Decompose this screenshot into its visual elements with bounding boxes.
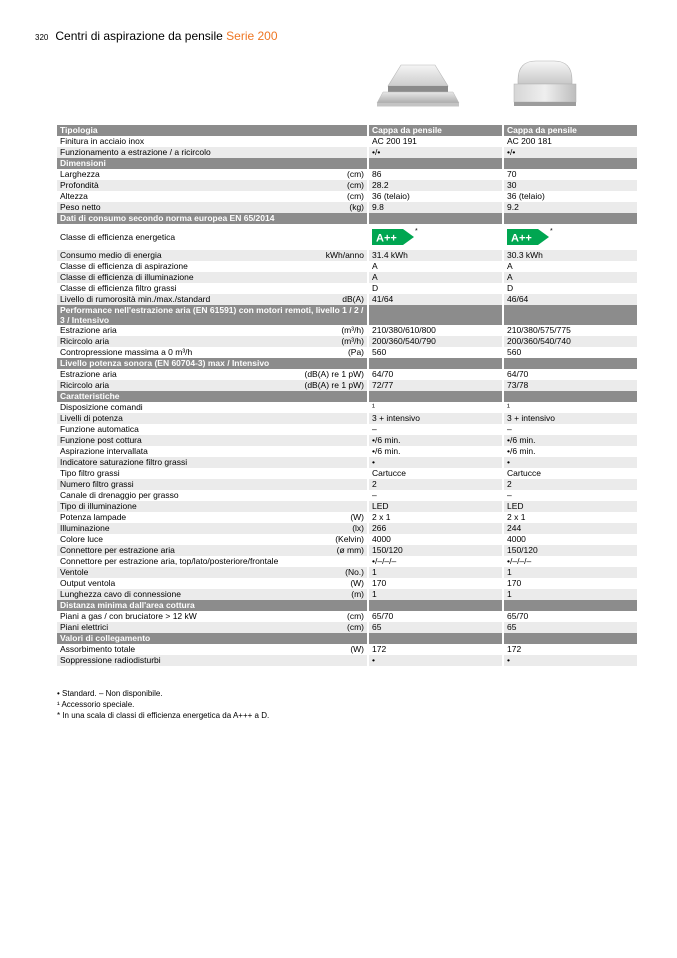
- hood-illustration-icon: [506, 58, 584, 112]
- spec-label: Contropressione massima a 0 m³/h: [60, 347, 193, 357]
- spec-unit: (m³/h): [341, 325, 364, 335]
- section-title-fill: [504, 600, 637, 611]
- spec-label-cell: [57, 644, 367, 655]
- section-title-fill: [369, 633, 502, 644]
- spec-value-col1: 36 (telaio): [369, 191, 502, 202]
- spec-value-col2: –: [504, 490, 637, 501]
- spec-table: [57, 125, 637, 666]
- spec-label-cell: [57, 611, 367, 622]
- spec-value-col1: 266: [369, 523, 502, 534]
- spec-value-col2: 30.3 kWh: [504, 250, 637, 261]
- spec-row: [57, 523, 637, 534]
- spec-value-col1: ¹: [369, 402, 502, 413]
- section-title-fill: [369, 358, 502, 369]
- spec-row: [57, 644, 637, 655]
- spec-label-cell: [57, 294, 367, 305]
- spec-row: [57, 294, 637, 305]
- spec-row: [57, 272, 637, 283]
- page-header: [35, 29, 278, 43]
- spec-label: Classe di efficienza di illuminazione: [60, 272, 194, 282]
- footnotes: [57, 688, 269, 721]
- spec-row: [57, 490, 637, 501]
- energy-class-text: A++: [511, 232, 532, 245]
- spec-label: Estrazione aria: [60, 369, 117, 379]
- spec-label-cell: [57, 402, 367, 413]
- energy-note-star: *: [550, 228, 553, 235]
- spec-value-col1: 72/77: [369, 380, 502, 391]
- section-title-fill: [504, 391, 637, 402]
- section-header-row: [57, 305, 637, 325]
- spec-value-col1: 210/380/610/800: [369, 325, 502, 336]
- page-title-text: Centri di aspirazione da pensile: [55, 29, 223, 43]
- spec-value-col1: •/–/–/–: [369, 556, 502, 567]
- spec-label: Ricircolo aria: [60, 380, 110, 390]
- spec-unit: (Kelvin): [335, 534, 364, 544]
- spec-label: Numero filtro grassi: [60, 479, 134, 489]
- spec-label-cell: [57, 261, 367, 272]
- spec-row: [57, 479, 637, 490]
- spec-row: [57, 446, 637, 457]
- footnote-line: ¹ Accessorio speciale.: [57, 700, 135, 709]
- spec-value-col1: 65: [369, 622, 502, 633]
- hood-illustration-icon: [376, 62, 460, 112]
- spec-label-cell: [57, 147, 367, 158]
- spec-label: Larghezza: [60, 169, 100, 179]
- spec-label-cell: [57, 446, 367, 457]
- spec-label: Livelli di potenza: [60, 413, 123, 423]
- spec-unit: dB(A): [342, 294, 364, 304]
- spec-label: Estrazione aria: [60, 325, 117, 335]
- spec-label: Funzione post cottura: [60, 435, 142, 445]
- spec-row: [57, 147, 637, 158]
- spec-label: Ventole: [60, 567, 89, 577]
- spec-label-cell: [57, 272, 367, 283]
- spec-value-col2: [504, 224, 637, 250]
- section-header-row: [57, 600, 637, 611]
- spec-value-col1: A: [369, 261, 502, 272]
- spec-row: [57, 224, 637, 250]
- spec-row: [57, 501, 637, 512]
- spec-label: Illuminazione: [60, 523, 110, 533]
- spec-unit: (dB(A) re 1 pW): [304, 369, 364, 379]
- spec-row: [57, 611, 637, 622]
- spec-label: Indicatore saturazione filtro grassi: [60, 457, 188, 467]
- spec-label: Profondità: [60, 180, 99, 190]
- spec-value-col2: ¹: [504, 402, 637, 413]
- spec-label: Soppressione radiodisturbi: [60, 655, 161, 665]
- spec-value-col1: 86: [369, 169, 502, 180]
- spec-value-col2: 2: [504, 479, 637, 490]
- spec-value-col1: –: [369, 424, 502, 435]
- section-title: Caratteristiche: [57, 391, 367, 402]
- section-title-fill: [504, 305, 637, 325]
- spec-value-col1: 2: [369, 479, 502, 490]
- spec-row: [57, 402, 637, 413]
- spec-label: Funzione automatica: [60, 424, 139, 434]
- spec-label: Consumo medio di energia: [60, 250, 162, 260]
- section-title-fill: [504, 213, 637, 224]
- spec-label: Potenza lampade: [60, 512, 127, 522]
- spec-value-col2: 1: [504, 567, 637, 578]
- spec-unit: (kg): [349, 202, 364, 212]
- spec-unit: (W): [350, 644, 364, 654]
- spec-value-col1: •/6 min.: [369, 435, 502, 446]
- spec-value-col1: D: [369, 283, 502, 294]
- spec-label-cell: [57, 435, 367, 446]
- spec-label-cell: [57, 369, 367, 380]
- spec-value-col1: Cartucce: [369, 468, 502, 479]
- spec-value-col2: 3 + intensivo: [504, 413, 637, 424]
- spec-value-col2: Cartucce: [504, 468, 637, 479]
- energy-class-badge: [372, 229, 414, 245]
- spec-row: [57, 180, 637, 191]
- spec-row: [57, 413, 637, 424]
- energy-class-text: A++: [376, 232, 397, 245]
- spec-value-col2: 170: [504, 578, 637, 589]
- spec-unit: (m³/h): [341, 336, 364, 346]
- spec-label-cell: [57, 191, 367, 202]
- spec-value-col2: •/–/–/–: [504, 556, 637, 567]
- spec-value-col1: •/6 min.: [369, 446, 502, 457]
- spec-value-col2: 36 (telaio): [504, 191, 637, 202]
- spec-label-cell: [57, 512, 367, 523]
- spec-value-col1: •: [369, 655, 502, 666]
- spec-row: [57, 261, 637, 272]
- spec-value-col2: 64/70: [504, 369, 637, 380]
- spec-value-col1: [369, 224, 502, 250]
- energy-arrow-icon: [372, 229, 414, 245]
- spec-value-col2: 30: [504, 180, 637, 191]
- spec-value-col2: A: [504, 272, 637, 283]
- spec-unit: (cm): [347, 180, 364, 190]
- spec-row: [57, 369, 637, 380]
- spec-label: Colore luce: [60, 534, 103, 544]
- spec-value-col1: LED: [369, 501, 502, 512]
- spec-label-cell: [57, 556, 367, 567]
- section-header-row: [57, 158, 637, 169]
- section-title: Livello potenza sonora (EN 60704-3) max / Intensivo: [57, 358, 367, 369]
- spec-label-cell: [57, 169, 367, 180]
- spec-value-col1: 172: [369, 644, 502, 655]
- spec-value-col2: 1: [504, 589, 637, 600]
- spec-label-cell: [57, 413, 367, 424]
- spec-value-col2: 150/120: [504, 545, 637, 556]
- spec-label-cell: [57, 136, 367, 147]
- spec-value-col1: 3 + intensivo: [369, 413, 502, 424]
- spec-row: [57, 283, 637, 294]
- spec-label: Connettore per estrazione aria: [60, 545, 175, 555]
- spec-label: Peso netto: [60, 202, 101, 212]
- spec-unit: (cm): [347, 611, 364, 621]
- section-title: Dimensioni: [57, 158, 367, 169]
- spec-label: Classe di efficienza di aspirazione: [60, 261, 188, 271]
- spec-value-col1: 170: [369, 578, 502, 589]
- spec-label-cell: [57, 380, 367, 391]
- spec-label-cell: [57, 224, 367, 250]
- spec-label-cell: [57, 202, 367, 213]
- spec-row: [57, 567, 637, 578]
- spec-label: Tipo di illuminazione: [60, 501, 137, 511]
- spec-value-col1: 31.4 kWh: [369, 250, 502, 261]
- section-header-row: [57, 213, 637, 224]
- spec-row: [57, 336, 637, 347]
- spec-label: Classe di efficienza filtro grassi: [60, 283, 177, 293]
- spec-value-col2: 4000: [504, 534, 637, 545]
- spec-row: [57, 136, 637, 147]
- spec-label: Assorbimento totale: [60, 644, 136, 654]
- spec-value-col2: 200/360/540/740: [504, 336, 637, 347]
- spec-row: [57, 435, 637, 446]
- spec-value-col1: 64/70: [369, 369, 502, 380]
- section-header-row: [57, 391, 637, 402]
- spec-label: Ricircolo aria: [60, 336, 110, 346]
- spec-row: [57, 424, 637, 435]
- table-header-product-2: Cappa da pensile: [504, 125, 637, 136]
- spec-label-cell: [57, 457, 367, 468]
- spec-label: Funzionamento a estrazione / a ricircolo: [60, 147, 211, 157]
- spec-label-cell: [57, 479, 367, 490]
- section-title-fill: [369, 391, 502, 402]
- spec-row: [57, 512, 637, 523]
- spec-unit: (W): [350, 512, 364, 522]
- product-image-right-hood: [506, 58, 584, 117]
- energy-note-star: *: [415, 228, 418, 235]
- footnote-line: • Standard. – Non disponibile.: [57, 689, 163, 698]
- spec-row: [57, 380, 637, 391]
- spec-label: Aspirazione intervallata: [60, 446, 148, 456]
- spec-unit: (cm): [347, 622, 364, 632]
- section-title-fill: [504, 158, 637, 169]
- section-title-fill: [504, 633, 637, 644]
- section-title-fill: [369, 213, 502, 224]
- spec-value-col1: 9.8: [369, 202, 502, 213]
- spec-label: Piani a gas / con bruciatore > 12 kW: [60, 611, 197, 621]
- spec-label-cell: [57, 567, 367, 578]
- spec-unit: (dB(A) re 1 pW): [304, 380, 364, 390]
- spec-label-cell: [57, 545, 367, 556]
- table-header-row: [57, 125, 637, 136]
- spec-label: Finitura in acciaio inox: [60, 136, 145, 146]
- table-header-tipologia: Tipologia: [57, 125, 367, 136]
- spec-row: [57, 545, 637, 556]
- spec-value-col2: 9.2: [504, 202, 637, 213]
- spec-value-col2: 172: [504, 644, 637, 655]
- spec-unit: (W): [350, 578, 364, 588]
- spec-value-col2: •/•: [504, 147, 637, 158]
- energy-arrow-icon: [507, 229, 549, 245]
- spec-row: [57, 325, 637, 336]
- footnote-line: * In una scala di classi di efficienza energetica da A+++ a D.: [57, 711, 270, 720]
- spec-value-col1: AC 200 191: [369, 136, 502, 147]
- spec-value-col1: •/•: [369, 147, 502, 158]
- spec-label-cell: [57, 424, 367, 435]
- spec-value-col1: 65/70: [369, 611, 502, 622]
- spec-label-cell: [57, 534, 367, 545]
- spec-value-col2: 2 x 1: [504, 512, 637, 523]
- spec-value-col2: AC 200 181: [504, 136, 637, 147]
- spec-label-cell: [57, 283, 367, 294]
- section-title-fill: [504, 358, 637, 369]
- page-title: [55, 29, 277, 43]
- section-title: Performance nell'estrazione aria (EN 61591) con motori remoti, livello 1 / 2 / 3 / Intensivo: [57, 305, 367, 325]
- spec-label: Classe di efficienza energetica: [60, 232, 176, 242]
- table-header-product-1: Cappa da pensile: [369, 125, 502, 136]
- section-title: Dati di consumo secondo norma europea EN 65/2014: [57, 213, 367, 224]
- spec-value-col2: 244: [504, 523, 637, 534]
- section-title: Valori di collegamento: [57, 633, 367, 644]
- section-header-row: [57, 358, 637, 369]
- spec-row: [57, 589, 637, 600]
- spec-value-col2: 65: [504, 622, 637, 633]
- spec-value-col2: LED: [504, 501, 637, 512]
- spec-value-col1: 150/120: [369, 545, 502, 556]
- spec-row: [57, 250, 637, 261]
- spec-row: [57, 457, 637, 468]
- spec-label-cell: [57, 250, 367, 261]
- spec-label-cell: [57, 589, 367, 600]
- spec-row: [57, 169, 637, 180]
- spec-value-col2: 65/70: [504, 611, 637, 622]
- spec-value-col1: A: [369, 272, 502, 283]
- spec-value-col1: 2 x 1: [369, 512, 502, 523]
- spec-label-cell: [57, 523, 367, 534]
- spec-value-col2: 73/78: [504, 380, 637, 391]
- spec-label: Disposizione comandi: [60, 402, 143, 412]
- spec-label: Lunghezza cavo di connessione: [60, 589, 181, 599]
- spec-value-col2: •: [504, 655, 637, 666]
- spec-label-cell: [57, 490, 367, 501]
- spec-value-col2: A: [504, 261, 637, 272]
- spec-value-col2: 560: [504, 347, 637, 358]
- section-title: Distanza minima dall'area cottura: [57, 600, 367, 611]
- spec-value-col1: 560: [369, 347, 502, 358]
- page-number: 320: [35, 33, 49, 42]
- spec-value-col1: 28.2: [369, 180, 502, 191]
- spec-label: Piani elettrici: [60, 622, 109, 632]
- spec-unit: (No.): [345, 567, 364, 577]
- spec-unit: (cm): [347, 191, 364, 201]
- spec-unit: (cm): [347, 169, 364, 179]
- spec-value-col2: 70: [504, 169, 637, 180]
- section-title-fill: [369, 600, 502, 611]
- spec-label-cell: [57, 180, 367, 191]
- spec-row: [57, 534, 637, 545]
- section-header-row: [57, 633, 637, 644]
- spec-value-col1: 41/64: [369, 294, 502, 305]
- spec-value-col1: –: [369, 490, 502, 501]
- spec-label: Livello di rumorosità min./max./standard: [60, 294, 211, 304]
- spec-label: Canale di drenaggio per grasso: [60, 490, 179, 500]
- spec-value-col2: •: [504, 457, 637, 468]
- spec-row: [57, 578, 637, 589]
- spec-label-cell: [57, 501, 367, 512]
- spec-label: Altezza: [60, 191, 88, 201]
- spec-row: [57, 468, 637, 479]
- spec-label: Tipo filtro grassi: [60, 468, 120, 478]
- product-image-left-hood: [376, 62, 460, 117]
- spec-label-cell: [57, 578, 367, 589]
- spec-label: Output ventola: [60, 578, 116, 588]
- spec-unit: (ø mm): [336, 545, 364, 555]
- spec-row: [57, 191, 637, 202]
- spec-value-col1: 200/360/540/790: [369, 336, 502, 347]
- spec-label-cell: [57, 325, 367, 336]
- spec-value-col2: •/6 min.: [504, 435, 637, 446]
- spec-label: Connettore per estrazione aria, top/lato/posteriore/frontale: [60, 556, 279, 566]
- spec-unit: (m): [351, 589, 364, 599]
- energy-class-badge: [507, 229, 549, 245]
- spec-value-col2: 46/64: [504, 294, 637, 305]
- spec-label-cell: [57, 336, 367, 347]
- spec-label-cell: [57, 347, 367, 358]
- spec-value-col1: 4000: [369, 534, 502, 545]
- spec-row: [57, 655, 637, 666]
- spec-row: [57, 202, 637, 213]
- spec-unit: kWh/anno: [325, 250, 364, 260]
- spec-row: [57, 556, 637, 567]
- spec-label-cell: [57, 655, 367, 666]
- spec-value-col2: 210/380/575/775: [504, 325, 637, 336]
- section-title-fill: [369, 305, 502, 325]
- spec-value-col1: •: [369, 457, 502, 468]
- spec-value-col1: 1: [369, 567, 502, 578]
- spec-unit: (lx): [352, 523, 364, 533]
- spec-value-col1: 1: [369, 589, 502, 600]
- section-title-fill: [369, 158, 502, 169]
- page-series: Serie 200: [226, 29, 278, 43]
- spec-value-col2: D: [504, 283, 637, 294]
- spec-row: [57, 347, 637, 358]
- spec-unit: (Pa): [347, 347, 364, 357]
- spec-value-col2: –: [504, 424, 637, 435]
- spec-value-col2: •/6 min.: [504, 446, 637, 457]
- spec-row: [57, 622, 637, 633]
- spec-label-cell: [57, 468, 367, 479]
- spec-label-cell: [57, 622, 367, 633]
